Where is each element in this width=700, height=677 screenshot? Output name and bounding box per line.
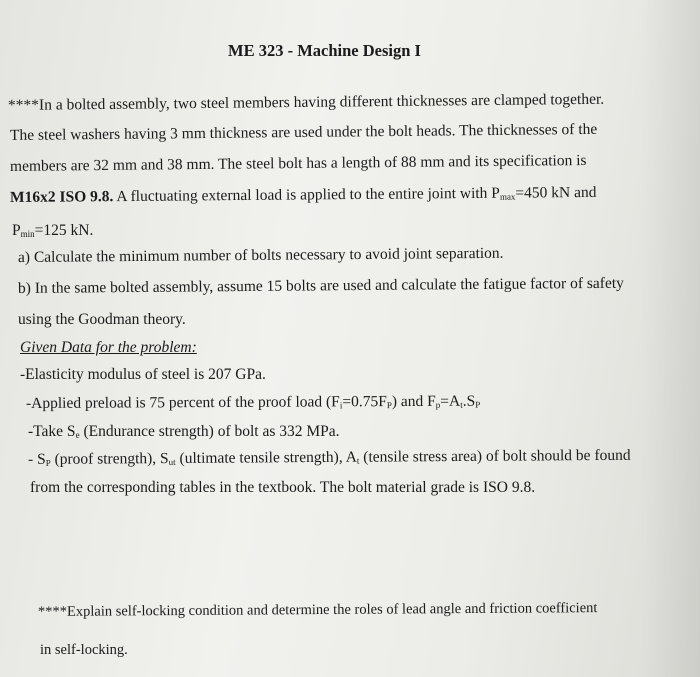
pmax-subscript: max (499, 191, 516, 202)
fp-subscript: P (386, 400, 392, 411)
fi-subscript: i (339, 400, 343, 411)
problem1-line2: The steel washers having 3 mm thickness are used under the bolt heads. The thicknesses of the (9, 120, 598, 144)
given-elasticity: -Elasticity modulus of steel is 207 GPa. (20, 366, 266, 383)
preload-text: -Applied preload is 75 percent of the proof load (F (25, 393, 340, 412)
page-title: ME 323 - Machine Design I (228, 41, 421, 60)
problem2-line1: ****Explain self-locking condition and determine the roles of lead angle and friction coefficient (37, 600, 598, 620)
problem1-line4 (10, 183, 597, 208)
ultimate-strength-text: (ultimate tensile strength), A (175, 448, 357, 467)
area-symbol: =A (440, 392, 461, 410)
preload-factor: =0.75F (342, 393, 387, 411)
given-data-header: Given Data for the problem: (20, 339, 197, 356)
given-endurance (28, 422, 340, 442)
problem1-line5 (12, 221, 93, 241)
problem2-line2: in self-locking. (40, 642, 128, 658)
pmin-subscript: min (20, 229, 35, 239)
endurance-text: (Endurance strength) of bolt as 332 MPa. (79, 423, 340, 440)
sut-subscript: ut (168, 456, 176, 468)
sp-subscript: P (475, 399, 481, 410)
given-preload (26, 392, 480, 414)
bolt-spec: M16x2 ISO 9.8. (9, 188, 114, 206)
proof-load-text: ) and F (391, 392, 436, 411)
problem1-line4-end: =450 kN and (515, 183, 597, 202)
problem1-line4-text: A fluctuating external load is applied to the entire joint with P (113, 184, 500, 206)
proof-strength-text: (proof strength), S (50, 450, 169, 468)
question-b-line1: b) In the same bolted assembly, assume 15 bolts are used and calculate the fatigue factor of safety (17, 274, 624, 297)
pmin-value: =125 kN. (34, 222, 94, 239)
problem1-line3: members are 32 mm and 38 mm. The steel bolt has a length of 88 mm and its specification is (9, 151, 587, 175)
sp-proof-subscript: P (45, 457, 51, 468)
sp-proof-symbol: - S (27, 450, 46, 468)
question-b-line2: using the Goodman theory. (18, 311, 186, 328)
given-tables-note: from the corresponding tables in the textbook. The bolt material grade is ISO 9.8. (30, 479, 536, 496)
at2-subscript: t (356, 455, 360, 466)
question-a: a) Calculate the minimum number of bolts necessary to avoid joint separation. (17, 244, 504, 266)
se-symbol: -Take S (28, 423, 76, 440)
fp2-subscript: p (435, 399, 441, 410)
se-subscript: e (75, 430, 80, 440)
given-properties (28, 446, 631, 470)
sp-symbol: .S (462, 392, 476, 410)
problem1-line1: ****In a bolted assembly, two steel members having different thicknesses are clamped together. (7, 90, 605, 114)
at-subscript: t (460, 399, 463, 410)
tensile-area-text: (tensile stress area) of bolt should be found (359, 446, 631, 466)
pmin-symbol: P (12, 222, 21, 239)
